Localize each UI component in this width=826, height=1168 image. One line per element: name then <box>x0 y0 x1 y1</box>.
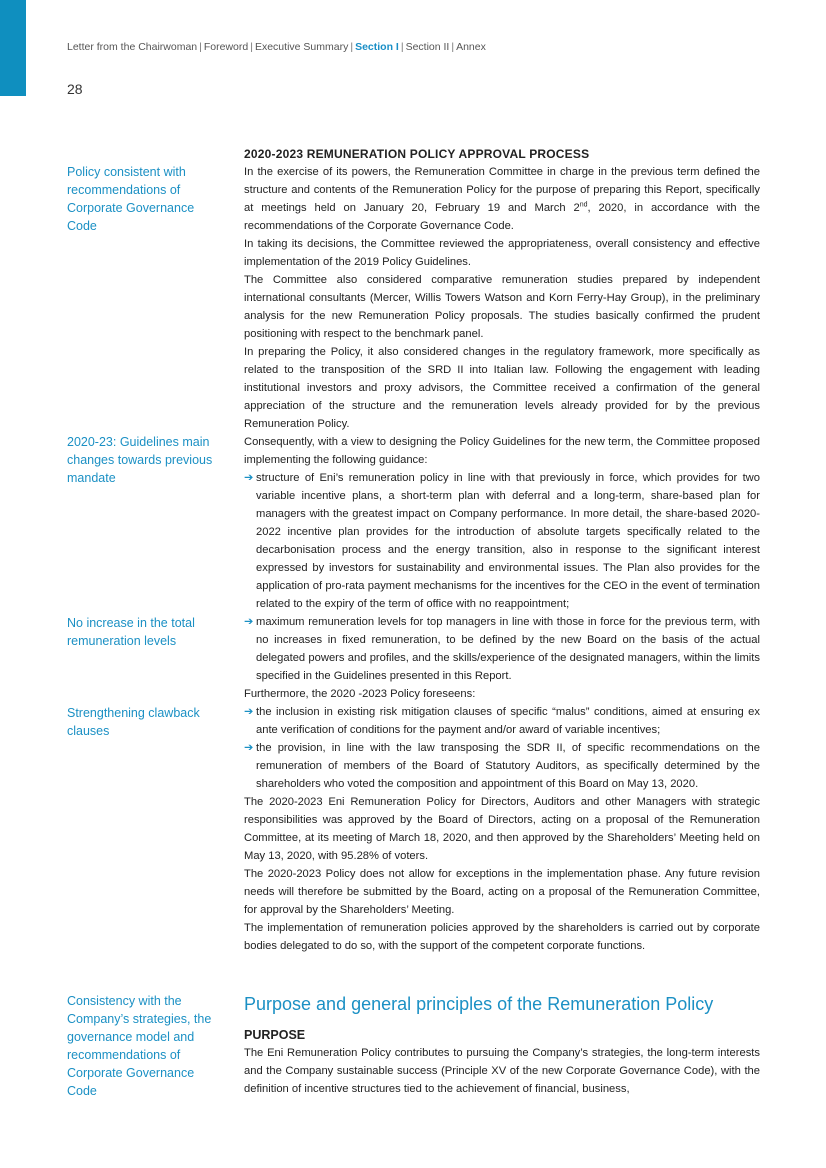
bullet-item: ➔ the inclusion in existing risk mitigation clauses of specific “malus” conditions, aimed at ensuring ex ante verification of conditions for the payment and/or award of variable incentives; <box>244 703 760 739</box>
breadcrumb-section-1[interactable]: Section I <box>355 41 399 53</box>
breadcrumb-separator: | <box>451 41 455 53</box>
approval-paragraph-6: Furthermore, the 2020 -2023 Policy foreseens: <box>244 688 476 700</box>
side-note-clawback: Strengthening clawback clauses <box>67 706 200 738</box>
approval-process-section <box>244 145 760 955</box>
section-color-tab <box>0 0 26 96</box>
side-note-guidelines-changes: 2020-23: Guidelines main changes towards previous mandate <box>67 435 213 485</box>
purpose-heading: PURPOSE <box>244 1028 306 1042</box>
breadcrumb <box>67 41 486 53</box>
purpose-section <box>244 992 760 1098</box>
section-title: Purpose and general principles of the Remuneration Policy <box>244 994 714 1014</box>
side-note-no-increase: No increase in the total remuneration levels <box>67 616 195 648</box>
purpose-paragraph-1: The Eni Remuneration Policy contributes to pursuing the Company’s strategies, the long-term interests and the Company sustainable success (Principle XV of the new Corporate Governance Code), with the definition of incentive structures tied to the achievement of financial, business, <box>244 1047 760 1095</box>
approval-paragraph-8: The 2020-2023 Policy does not allow for exceptions in the implementation phase. Any future revision needs will therefore be submitted by the Board, acting on a proposal of the Remuneration Committee, for approval by the Shareholders’ Meeting. <box>244 868 760 916</box>
breadcrumb-separator: | <box>250 41 253 53</box>
page-number: 28 <box>67 81 83 97</box>
bullet-item: ➔ maximum remuneration levels for top managers in line with those in force for the previous term, with no increases in fixed remuneration, to be defined by the new Board on the basis of the actual delegated powers and profiles, and the skills/experience of the designated managers, within the limits specified in the Guidelines presented in this Report. <box>244 613 760 685</box>
approval-paragraph-2: In taking its decisions, the Committee reviewed the appropriateness, overall consistency and effective implementation of the 2019 Policy Guidelines. <box>244 238 760 268</box>
arrow-bullet-icon: ➔ <box>244 472 254 484</box>
breadcrumb-annex[interactable]: Annex <box>456 41 486 53</box>
bullet-item: ➔ the provision, in line with the law transposing the SDR II, of specific recommendations on the remuneration of members of the Board of Statutory Auditors, as specifically determined by the shareholders who voted the composition and appointment of this Board on May 13, 2020. <box>244 739 760 793</box>
approval-paragraph-5: Consequently, with a view to designing the Policy Guidelines for the new term, the Committee proposed implementing the following guidance: <box>244 436 760 466</box>
arrow-bullet-icon: ➔ <box>244 706 254 718</box>
bullet-item: ➔ structure of Eni’s remuneration policy in line with that previously in force, which provides for two variable incentive plans, a short-term plan with deferral and a long-term, share-based plan for managers with the greatest impact on Company performance. In more detail, the share-based 2020-2022 incentive plan provides for the introduction of absolute targets specifically related to the decarbonisation process and the energy transition, also in response to the significant interest expressed by investors for sustainability and environmental issues. The Plan also provides for the application of pro-rata payment mechanisms for the incentives for the CEO in the event of termination related to the expiry of the term of office with no reappointment; <box>244 469 760 613</box>
breadcrumb-section-2[interactable]: Section II <box>405 41 450 53</box>
approval-heading: 2020-2023 REMUNERATION POLICY APPROVAL PROCESS <box>244 147 590 161</box>
breadcrumb-letter[interactable]: Letter from the Chairwoman <box>67 41 198 53</box>
approval-paragraph-3: The Committee also considered comparative remuneration studies prepared by independent international consultants (Mercer, Willis Towers Watson and Korn Ferry-Hay Group), in the preliminary analysis for the new Remuneration Policy proposals. The studies basically confirmed the prudent positioning with respect to the benchmark panel. <box>244 274 760 340</box>
approval-paragraph-9: The implementation of remuneration policies approved by the shareholders is carried out by corporate bodies delegated to do so, with the support of the competent corporate functions. <box>244 922 760 952</box>
breadcrumb-foreword[interactable]: Foreword <box>203 41 249 53</box>
breadcrumb-separator: | <box>350 41 354 53</box>
arrow-bullet-icon: ➔ <box>244 616 254 628</box>
breadcrumb-separator: | <box>400 41 404 53</box>
side-note-consistency: Consistency with the Company’s strategies, the governance model and recommendations of Corporate Governance Code <box>67 994 212 1098</box>
side-note-policy-consistent: Policy consistent with recommendations of Corporate Governance Code <box>67 165 195 233</box>
breadcrumb-executive-summary[interactable]: Executive Summary <box>254 41 349 53</box>
approval-paragraph-1: In the exercise of its powers, the Remuneration Committee in charge in the previous term defined the structure and contents of the Remuneration Policy for the purpose of preparing this Report, specifically at meetings held on January 20, February 19 and March 2nd, 2020, in accordance with the recommendations of the Corporate Governance Code. <box>244 166 760 232</box>
arrow-bullet-icon: ➔ <box>244 742 254 754</box>
breadcrumb-separator: | <box>199 41 202 53</box>
approval-paragraph-4: In preparing the Policy, it also considered changes in the regulatory framework, more specifically as related to the transposition of the SRD II into Italian law. Following the engagement with leading institutional investors and proxy advisors, the Committee received a confirmation of the general appreciation of the structure and the remuneration levels already provided for by the previous Remuneration Policy. <box>244 346 760 430</box>
approval-paragraph-7: The 2020-2023 Eni Remuneration Policy for Directors, Auditors and other Managers with strategic responsibilities was approved by the Board of Directors, acting on a proposal of the Remuneration Committee, at its meeting of March 18, 2020, and then approved by the Shareholders’ Meeting held on May 13, 2020, with 95.28% of voters. <box>244 796 760 862</box>
